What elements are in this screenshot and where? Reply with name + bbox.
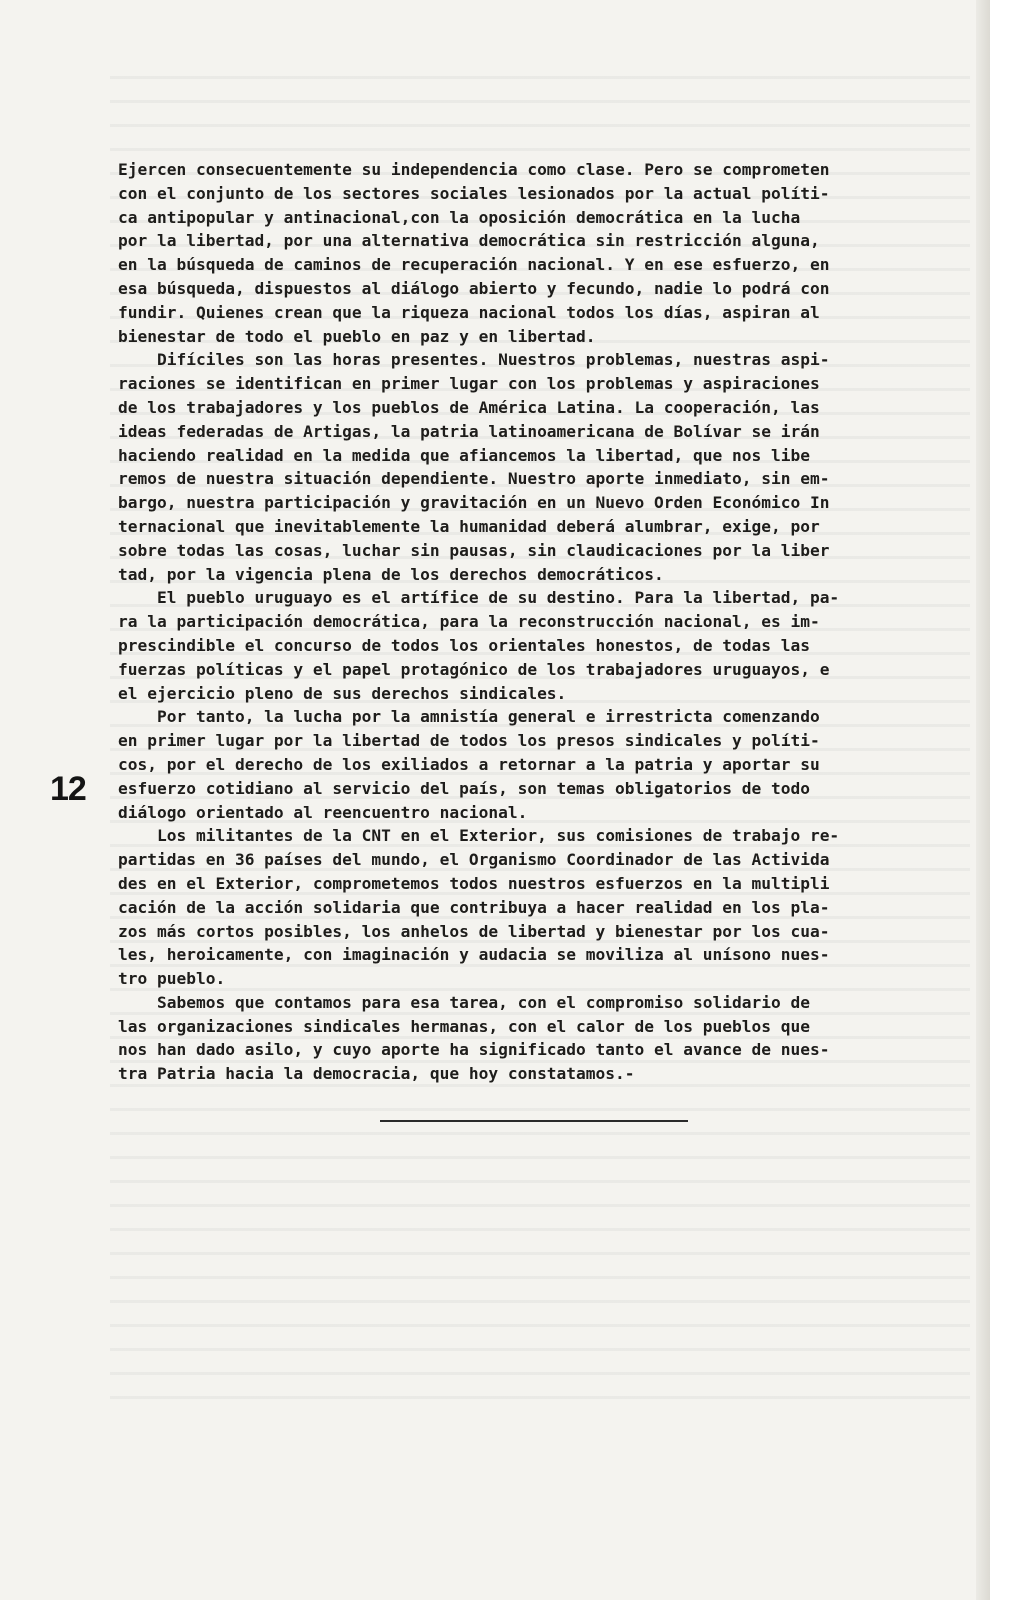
text-line: ideas federadas de Artigas, la patria latinoamericana de Bolívar se irán <box>118 421 820 441</box>
text-line: Los militantes de la CNT en el Exterior, sus comisiones de trabajo re- <box>118 826 840 846</box>
text-line: cación de la acción solidaria que contribuya a hacer realidad en los pla- <box>118 897 830 917</box>
text-line: ca antipopular y antinacional,con la oposición democrática en la lucha <box>118 207 801 227</box>
text-line: prescindible el concurso de todos los orientales honestos, de todas las <box>118 635 810 655</box>
text-line: fuerzas políticas y el papel protagónico de los trabajadores uruguayos, e <box>118 659 830 679</box>
text-line: tro pueblo. <box>118 969 226 989</box>
text-line: Sabemos que contamos para esa tarea, con el compromiso solidario de <box>118 992 810 1012</box>
text-line: partidas en 36 países del mundo, el Organismo Coordinador de las Activida <box>118 850 830 870</box>
text-line: El pueblo uruguayo es el artífice de su destino. Para la libertad, pa- <box>118 588 840 608</box>
text-line: des en el Exterior, comprometemos todos nuestros esfuerzos en la multipli <box>118 873 830 893</box>
text-line: esfuerzo cotidiano al servicio del país, son temas obligatorios de todo <box>118 778 810 798</box>
text-line: Ejercen consecuentemente su independencia como clase. Pero se comprometen <box>118 160 830 179</box>
text-line: Difíciles son las horas presentes. Nuestros problemas, nuestras aspi- <box>118 350 830 370</box>
text-line: por la libertad, por una alternativa democrática sin restricción alguna, <box>118 231 820 251</box>
text-line: en primer lugar por la libertad de todos los presos sindicales y políti- <box>118 731 820 751</box>
closing-rule <box>380 1120 688 1122</box>
text-line: bienestar de todo el pueblo en paz y en libertad. <box>118 326 596 346</box>
text-line: les, heroicamente, con imaginación y audacia se moviliza al unísono nues- <box>118 945 830 965</box>
text-line: fundir. Quienes crean que la riqueza nacional todos los días, aspiran al <box>118 302 820 322</box>
text-line: haciendo realidad en la medida que afiancemos la libertad, que nos libe <box>118 445 810 465</box>
text-line: bargo, nuestra participación y gravitación en un Nuevo Orden Económico In <box>118 493 830 513</box>
text-line: el ejercicio pleno de sus derechos sindicales. <box>118 683 567 703</box>
text-line: raciones se identifican en primer lugar con los problemas y aspiraciones <box>118 374 820 394</box>
text-line: en la búsqueda de caminos de recuperación nacional. Y en ese esfuerzo, en <box>118 255 830 275</box>
text-line: esa búsqueda, dispuestos al diálogo abierto y fecundo, nadie lo podrá con <box>118 278 830 298</box>
text-line: nos han dado asilo, y cuyo aporte ha significado tanto el avance de nues- <box>118 1040 830 1060</box>
text-line: diálogo orientado al reencuentro nacional. <box>118 802 528 822</box>
text-line: de los trabajadores y los pueblos de América Latina. La cooperación, las <box>118 397 820 417</box>
text-line: tad, por la vigencia plena de los derechos democráticos. <box>118 564 664 584</box>
text-line: zos más cortos posibles, los anhelos de libertad y bienestar por los cua- <box>118 921 830 941</box>
text-line: sobre todas las cosas, luchar sin pausas, sin claudicaciones por la liber <box>118 540 830 560</box>
text-line: tra Patria hacia la democracia, que hoy constatamos.- <box>118 1064 635 1084</box>
text-line: ternacional que inevitablemente la humanidad deberá alumbrar, exige, por <box>118 516 820 536</box>
text-line: Por tanto, la lucha por la amnistía general e irrestricta comenzando <box>118 707 820 727</box>
text-line: con el conjunto de los sectores sociales lesionados por la actual políti- <box>118 183 830 203</box>
page-number: 12 <box>50 770 86 808</box>
text-line: ra la participación democrática, para la reconstrucción nacional, es im- <box>118 612 820 632</box>
text-line: las organizaciones sindicales hermanas, con el calor de los pueblos que <box>118 1016 810 1036</box>
body-text <box>118 158 990 1086</box>
text-line: remos de nuestra situación dependiente. Nuestro aporte inmediato, sin em- <box>118 469 830 489</box>
text-line: cos, por el derecho de los exiliados a retornar a la patria y aportar su <box>118 754 820 774</box>
